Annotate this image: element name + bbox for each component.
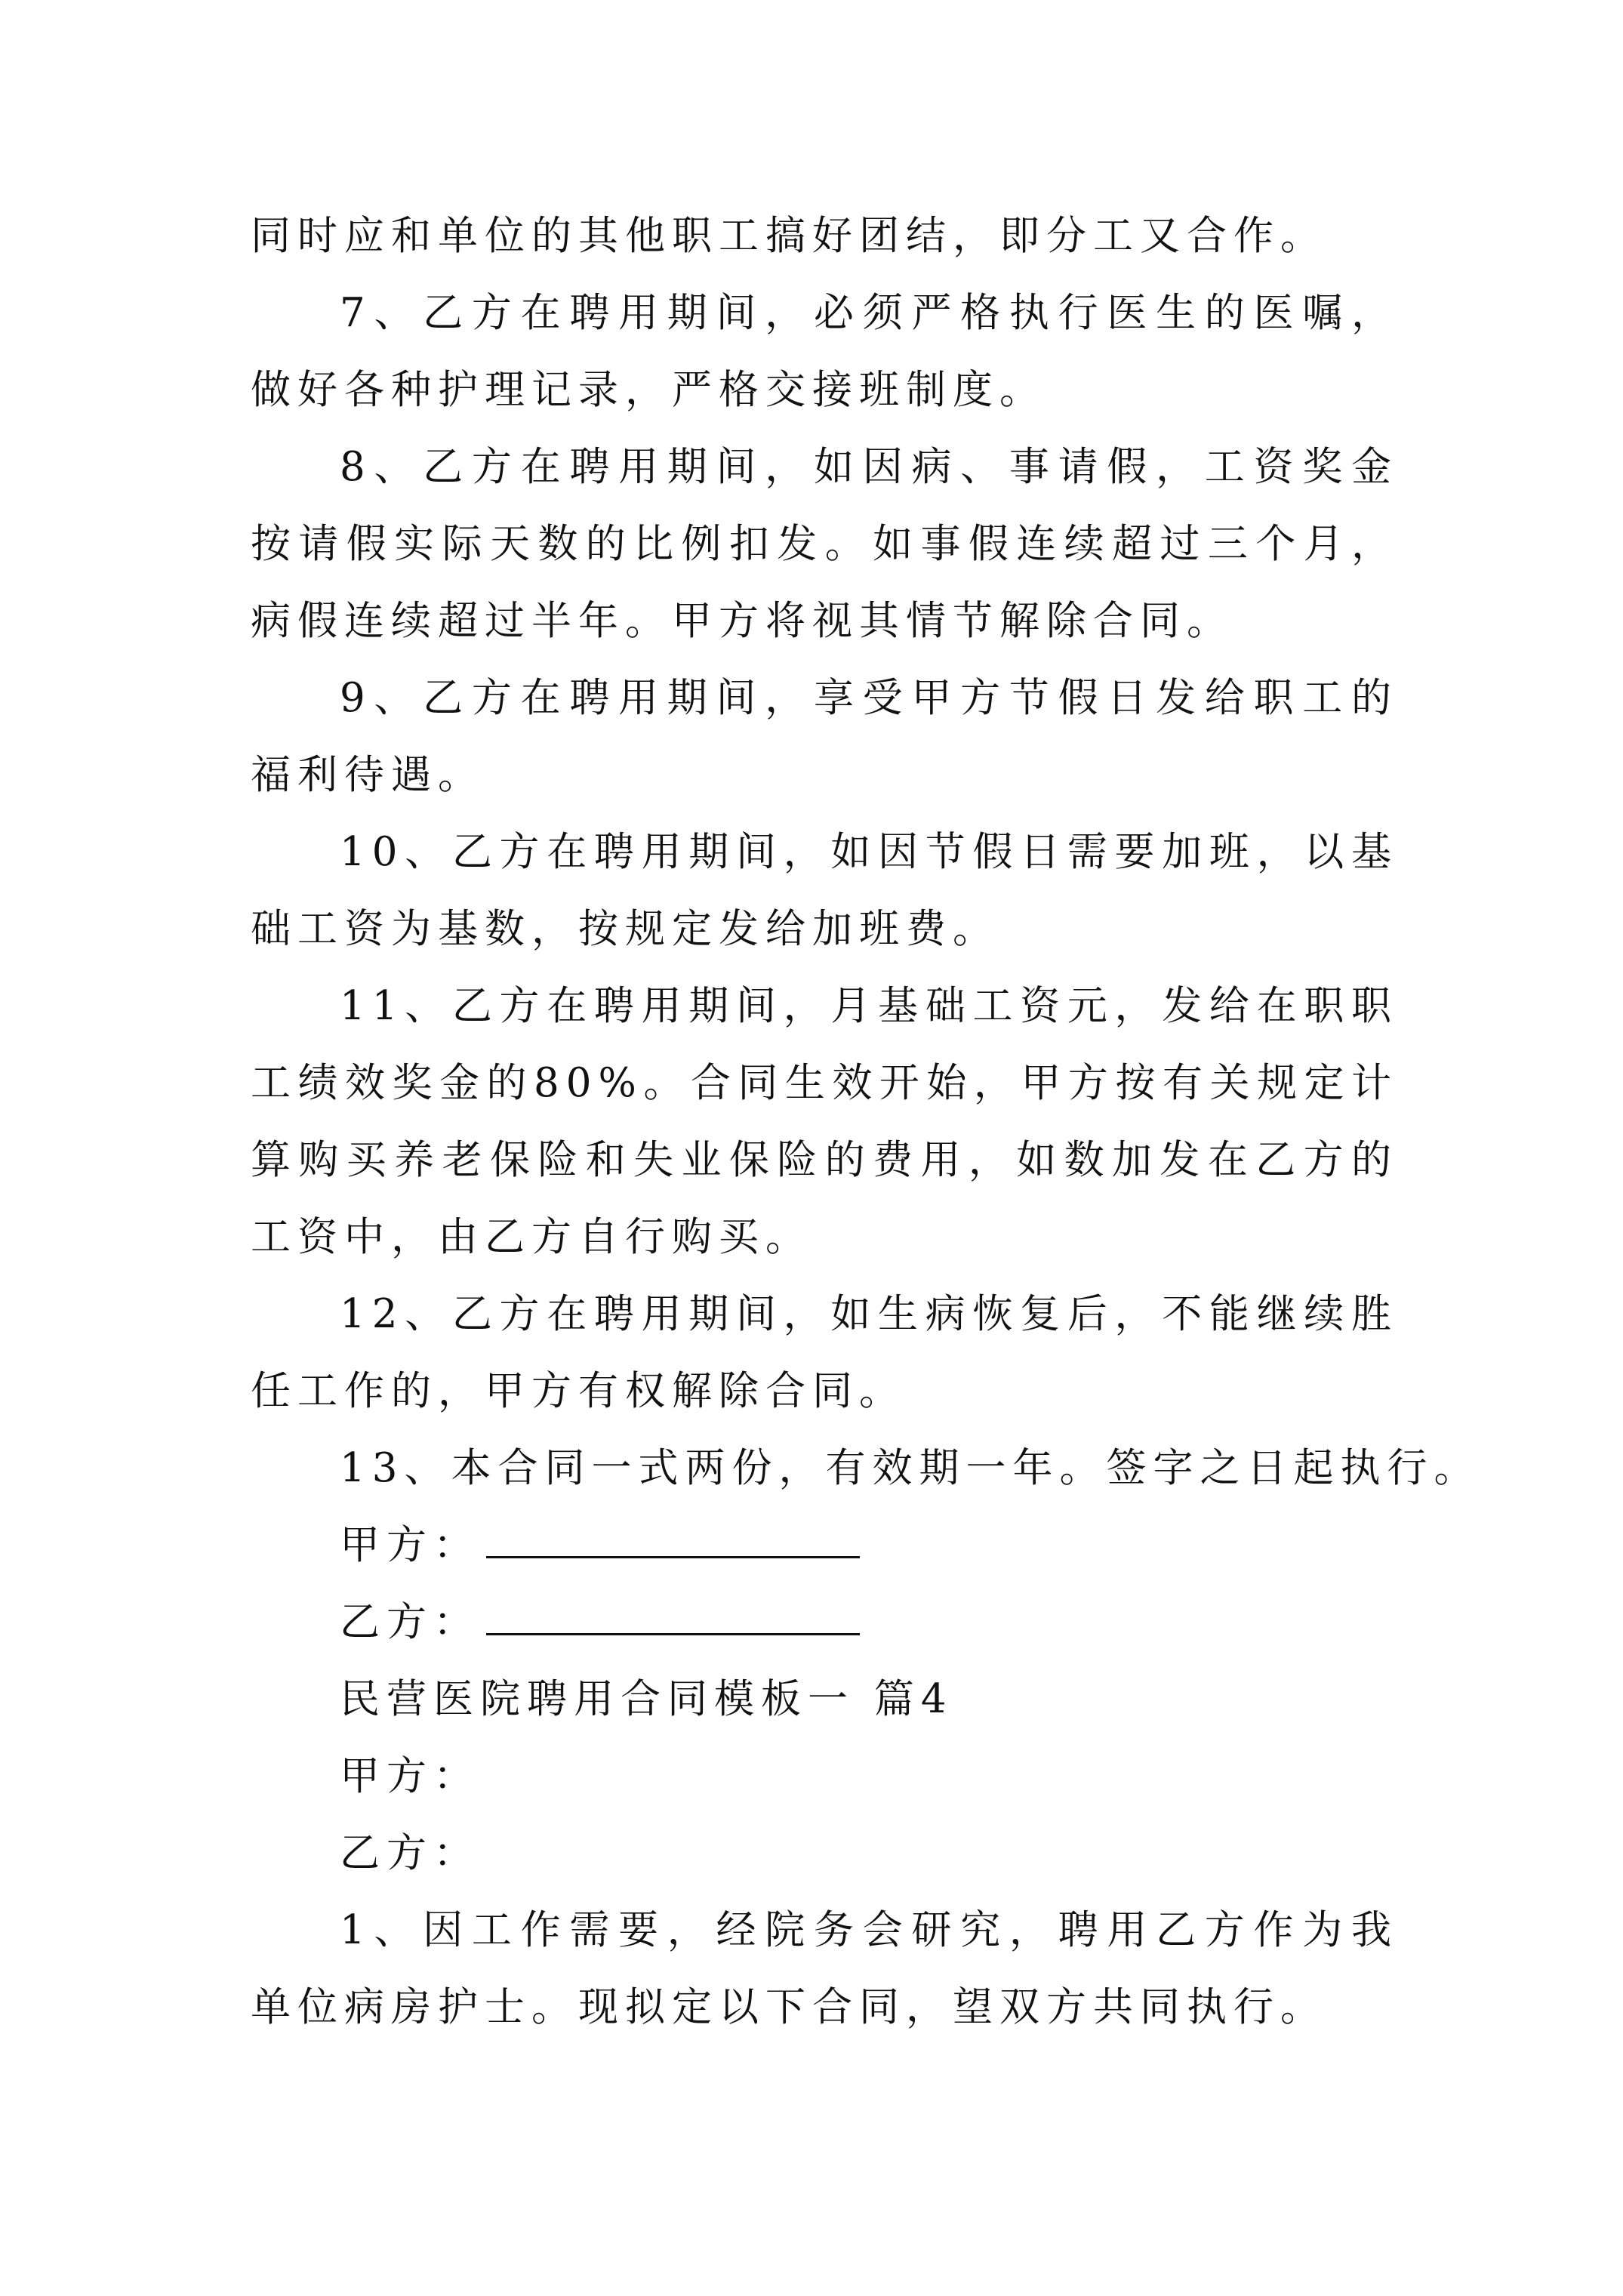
party-b-label: 乙方： (340, 1830, 480, 1876)
signature-party-a (251, 1507, 1398, 1584)
signature-party-a-blank (486, 1511, 860, 1558)
clause-9: 9、乙方在聘用期间，享受甲方节假日发给职工的福利待遇。 (251, 675, 1398, 798)
clause-13: 13、本合同一式两份，有效期一年。签字之日起执行。 (340, 1445, 1481, 1491)
clause-8: 8、乙方在聘用期间，如因病、事请假，工资奖金按请假实际天数的比例扣发。如事假连续超过三个月，病假连续超过半年。甲方将视其情节解除合同。 (251, 444, 1398, 644)
clause-12: 12、乙方在聘用期间，如生病恢复后，不能继续胜任工作的，甲方有权解除合同。 (251, 1291, 1398, 1414)
party-a-label: 甲方： (340, 1753, 480, 1799)
clause-11: 11、乙方在聘用期间，月基础工资元，发给在职职工绩效奖金的80%。合同生效开始，甲方按有关规定计算购买养老保险和失业保险的费用，如数加发在乙方的工资中，由乙方自行购买。 (251, 983, 1398, 1260)
signature-party-b (251, 1584, 1398, 1661)
section-title: 民营医院聘用合同模板一 篇4 (340, 1676, 953, 1722)
document-body (251, 198, 1481, 2046)
clause-1: 1、因工作需要，经院务会研究，聘用乙方作为我单位病房护士。现拟定以下合同，望双方共同执行。 (251, 1907, 1398, 2030)
signature-party-b-blank (486, 1588, 860, 1635)
signature-party-a-label: 甲方： (340, 1522, 480, 1568)
paragraph-continuation: 同时应和单位的其他职工搞好团结，即分工又合作。 (251, 213, 1327, 259)
clause-10: 10、乙方在聘用期间，如因节假日需要加班，以基础工资为基数，按规定发给加班费。 (251, 829, 1398, 952)
clause-7: 7、乙方在聘用期间，必须严格执行医生的医嘱，做好各种护理记录，严格交接班制度。 (251, 290, 1398, 413)
signature-party-b-label: 乙方： (340, 1599, 480, 1645)
